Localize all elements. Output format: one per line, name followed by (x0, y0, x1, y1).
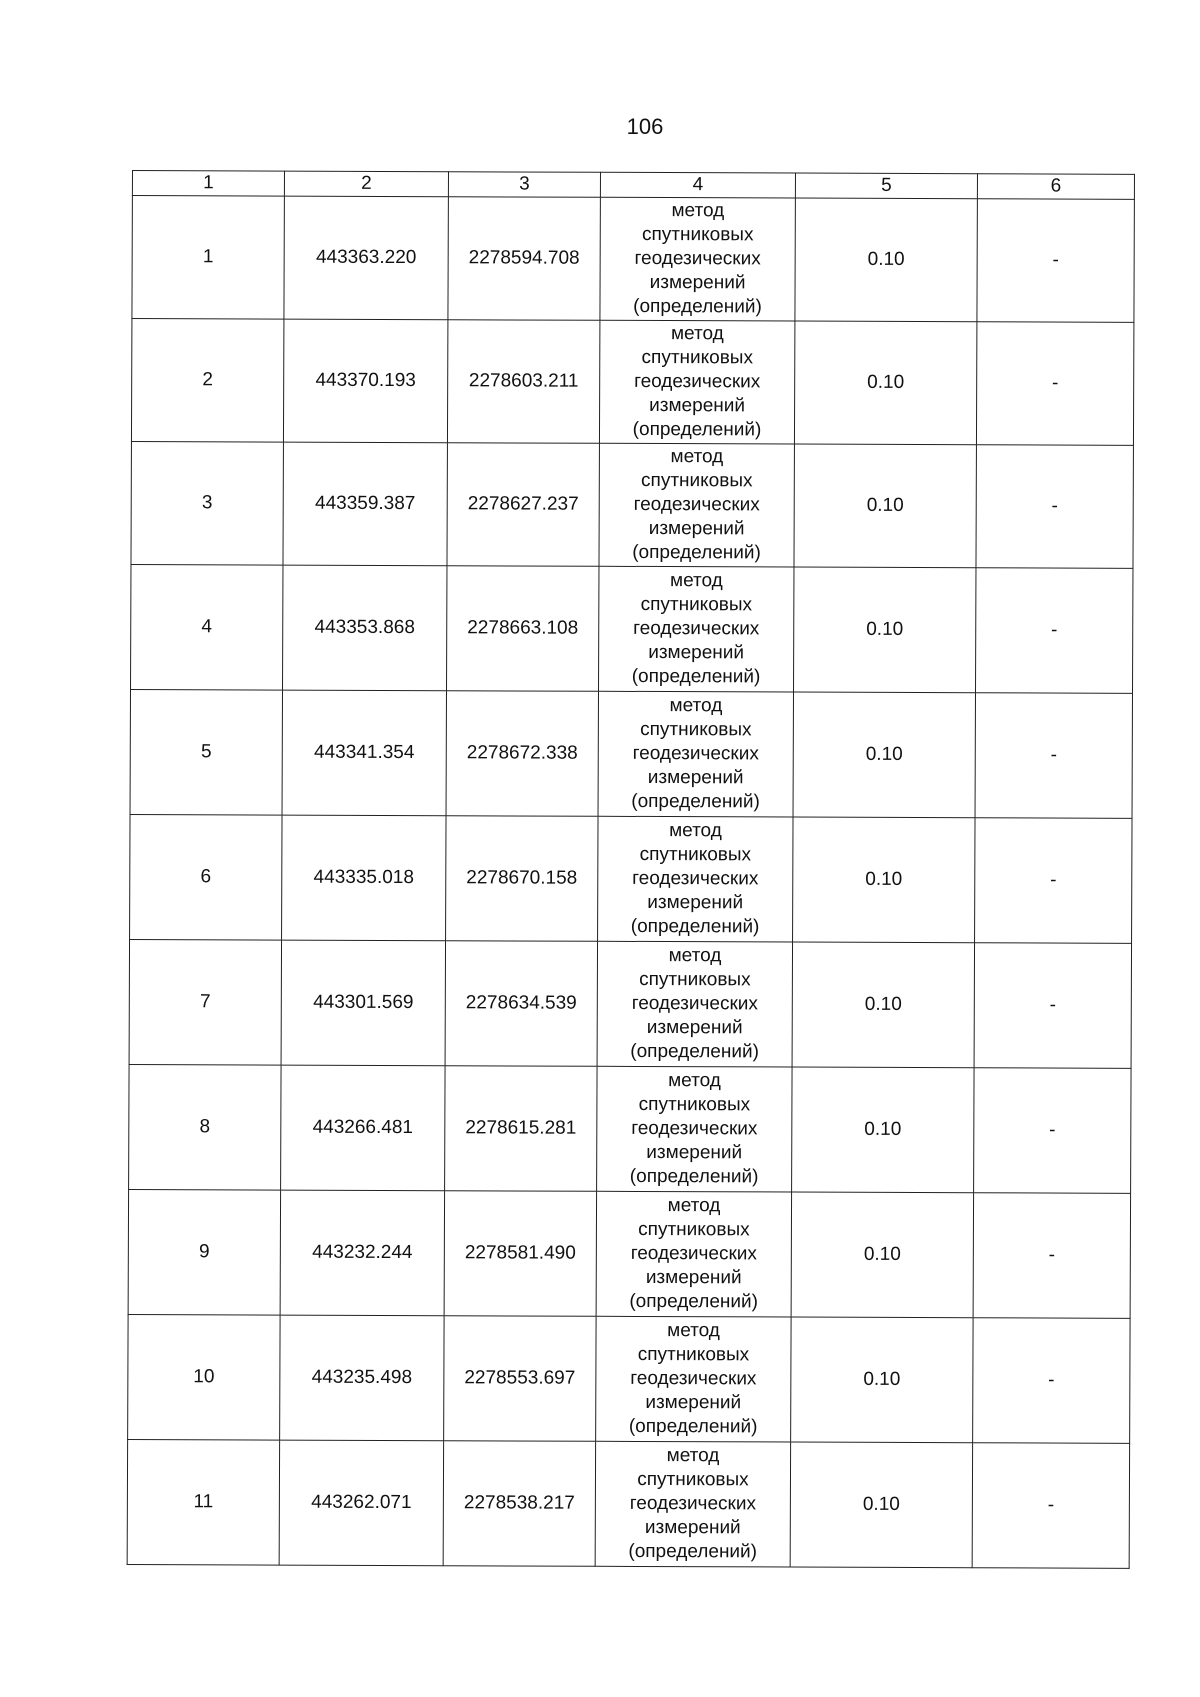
method-cell (599, 320, 794, 444)
x-coordinate-cell: 443232.244 (280, 1190, 444, 1316)
method-line: (определений) (630, 1040, 759, 1063)
header-cell-2: 2 (284, 171, 448, 197)
header-row (132, 171, 1134, 200)
point-number-cell: 8 (129, 1064, 281, 1190)
header-cell-3: 3 (448, 172, 600, 198)
method-line: измерений (646, 1141, 743, 1164)
method-cell (598, 691, 793, 817)
method-line: измерений (646, 1016, 743, 1039)
method-line: (определений) (632, 418, 762, 441)
note-cell: - (974, 1068, 1131, 1194)
method-line: геодезических (631, 992, 758, 1015)
y-coordinate-cell: 2278670.158 (446, 816, 598, 942)
note-cell: - (973, 1193, 1130, 1319)
method-line: (определений) (632, 541, 761, 564)
method-line: (определений) (629, 1290, 759, 1313)
method-cell (595, 1441, 790, 1567)
point-number-cell: 2 (131, 319, 283, 443)
x-coordinate-cell: 443262.071 (279, 1440, 443, 1566)
table-row (128, 1314, 1130, 1443)
method-line: метод (666, 1445, 720, 1467)
method-line: (определений) (631, 790, 760, 813)
accuracy-cell: 0.10 (794, 567, 976, 693)
method-line: метод (667, 1195, 721, 1217)
y-coordinate-cell: 2278603.211 (447, 320, 599, 444)
point-number-cell: 4 (131, 564, 283, 690)
x-coordinate-cell: 443301.569 (281, 940, 445, 1066)
method-line: геодезических (634, 247, 761, 270)
table-row (128, 1189, 1130, 1318)
accuracy-cell: 0.10 (792, 942, 974, 1068)
method-cell (600, 197, 795, 321)
method-line: метод (670, 570, 723, 592)
y-coordinate-cell: 2278615.281 (445, 1066, 597, 1192)
method-cell (597, 1066, 792, 1192)
page-number: 106 (626, 114, 664, 139)
method-line: геодезических (630, 1242, 757, 1265)
method-line: (определений) (628, 1415, 758, 1438)
point-number-cell: 5 (130, 689, 282, 815)
point-number-cell: 7 (129, 939, 281, 1065)
method-line: измерений (645, 1391, 742, 1414)
y-coordinate-cell: 2278634.539 (445, 941, 597, 1067)
method-line: спутниковых (640, 593, 753, 616)
method-line: измерений (645, 1266, 742, 1289)
table-row (129, 939, 1131, 1068)
y-coordinate-cell: 2278594.708 (448, 197, 600, 321)
method-line: метод (669, 820, 722, 842)
point-number-cell: 9 (128, 1189, 280, 1315)
accuracy-cell: 0.10 (790, 1442, 972, 1568)
method-line: (определений) (633, 295, 762, 318)
note-cell: - (974, 943, 1131, 1069)
method-line: метод (669, 695, 723, 717)
note-cell: - (975, 693, 1132, 819)
method-line: (определений) (628, 1540, 758, 1563)
y-coordinate-cell: 2278627.237 (447, 443, 599, 567)
accuracy-cell: 0.10 (794, 321, 976, 445)
accuracy-cell: 0.10 (795, 198, 977, 322)
method-line: геодезических (633, 617, 760, 640)
method-line: спутниковых (638, 1093, 751, 1116)
method-line: геодезических (630, 1367, 757, 1390)
x-coordinate-cell: 443359.387 (283, 442, 447, 566)
method-line: (определений) (629, 1165, 759, 1188)
method-line: метод (670, 323, 724, 345)
method-line: спутниковых (640, 718, 752, 741)
method-line: измерений (648, 641, 745, 664)
method-line: геодезических (633, 493, 760, 516)
table-row (132, 196, 1134, 323)
accuracy-cell: 0.10 (793, 692, 975, 818)
note-cell: - (976, 322, 1133, 446)
method-line: измерений (647, 891, 744, 914)
x-coordinate-cell: 443235.498 (280, 1315, 444, 1441)
y-coordinate-cell: 2278581.490 (444, 1191, 596, 1317)
method-cell (596, 1191, 791, 1317)
accuracy-cell: 0.10 (791, 1192, 973, 1318)
accuracy-cell: 0.10 (794, 444, 976, 568)
y-coordinate-cell: 2278672.338 (446, 691, 598, 817)
method-line: измерений (647, 766, 744, 789)
table-row (127, 1439, 1129, 1568)
method-line: метод (670, 446, 724, 468)
point-number-cell: 11 (127, 1439, 279, 1565)
method-line: (определений) (630, 915, 760, 938)
x-coordinate-cell: 443363.220 (284, 196, 448, 320)
method-line: геодезических (632, 742, 759, 765)
table-row (131, 319, 1133, 446)
y-coordinate-cell: 2278553.697 (444, 1316, 596, 1442)
method-line: измерений (648, 517, 745, 540)
note-cell: - (975, 818, 1132, 944)
method-line: (определений) (631, 665, 761, 688)
accuracy-cell: 0.10 (791, 1317, 973, 1443)
method-line: спутниковых (639, 968, 751, 991)
accuracy-cell: 0.10 (793, 817, 975, 943)
header-cell-6: 6 (977, 174, 1134, 200)
method-line: геодезических (631, 1117, 758, 1140)
note-cell: - (976, 445, 1133, 569)
coordinates-table (127, 170, 1135, 1569)
header-cell-4: 4 (600, 172, 795, 198)
table-row (130, 814, 1132, 943)
method-line: геодезических (634, 370, 761, 393)
point-number-cell: 3 (131, 441, 283, 565)
x-coordinate-cell: 443341.354 (282, 690, 446, 816)
method-cell (599, 443, 794, 567)
method-line: измерений (644, 1516, 741, 1539)
method-line: измерений (649, 271, 746, 294)
coordinates-table-container (127, 170, 1134, 1569)
accuracy-cell: 0.10 (792, 1067, 974, 1193)
x-coordinate-cell: 443266.481 (281, 1065, 445, 1191)
method-line: метод (667, 1320, 720, 1342)
header-cell-1: 1 (132, 171, 284, 197)
y-coordinate-cell: 2278538.217 (443, 1441, 595, 1567)
table-row (129, 1064, 1131, 1193)
method-cell (597, 941, 792, 1067)
method-line: спутниковых (638, 1218, 750, 1241)
table-row (130, 689, 1132, 818)
table-body (127, 196, 1134, 1569)
method-line: спутниковых (641, 223, 754, 246)
method-line: спутниковых (641, 346, 754, 369)
note-cell: - (975, 568, 1132, 694)
method-line: спутниковых (637, 1468, 749, 1491)
note-cell: - (972, 1443, 1129, 1569)
point-number-cell: 10 (128, 1314, 280, 1440)
method-line: метод (668, 1070, 721, 1092)
method-line: метод (671, 200, 725, 222)
method-line: спутниковых (637, 1343, 750, 1366)
method-line: спутниковых (641, 469, 753, 492)
method-line: метод (668, 945, 722, 967)
x-coordinate-cell: 443370.193 (283, 319, 447, 443)
point-number-cell: 1 (132, 196, 284, 320)
y-coordinate-cell: 2278663.108 (447, 566, 599, 692)
method-line: геодезических (629, 1492, 757, 1515)
note-cell: - (977, 199, 1134, 323)
method-line: геодезических (632, 867, 759, 890)
table-row (131, 441, 1133, 568)
method-line: измерений (649, 394, 746, 417)
x-coordinate-cell: 443353.868 (283, 565, 447, 691)
note-cell: - (973, 1318, 1130, 1444)
x-coordinate-cell: 443335.018 (282, 815, 446, 941)
point-number-cell: 6 (130, 814, 282, 940)
method-cell (598, 816, 793, 942)
method-line: спутниковых (639, 843, 752, 866)
table-row (131, 564, 1133, 693)
method-cell (599, 566, 794, 692)
method-cell (596, 1316, 791, 1442)
header-cell-5: 5 (795, 173, 977, 199)
